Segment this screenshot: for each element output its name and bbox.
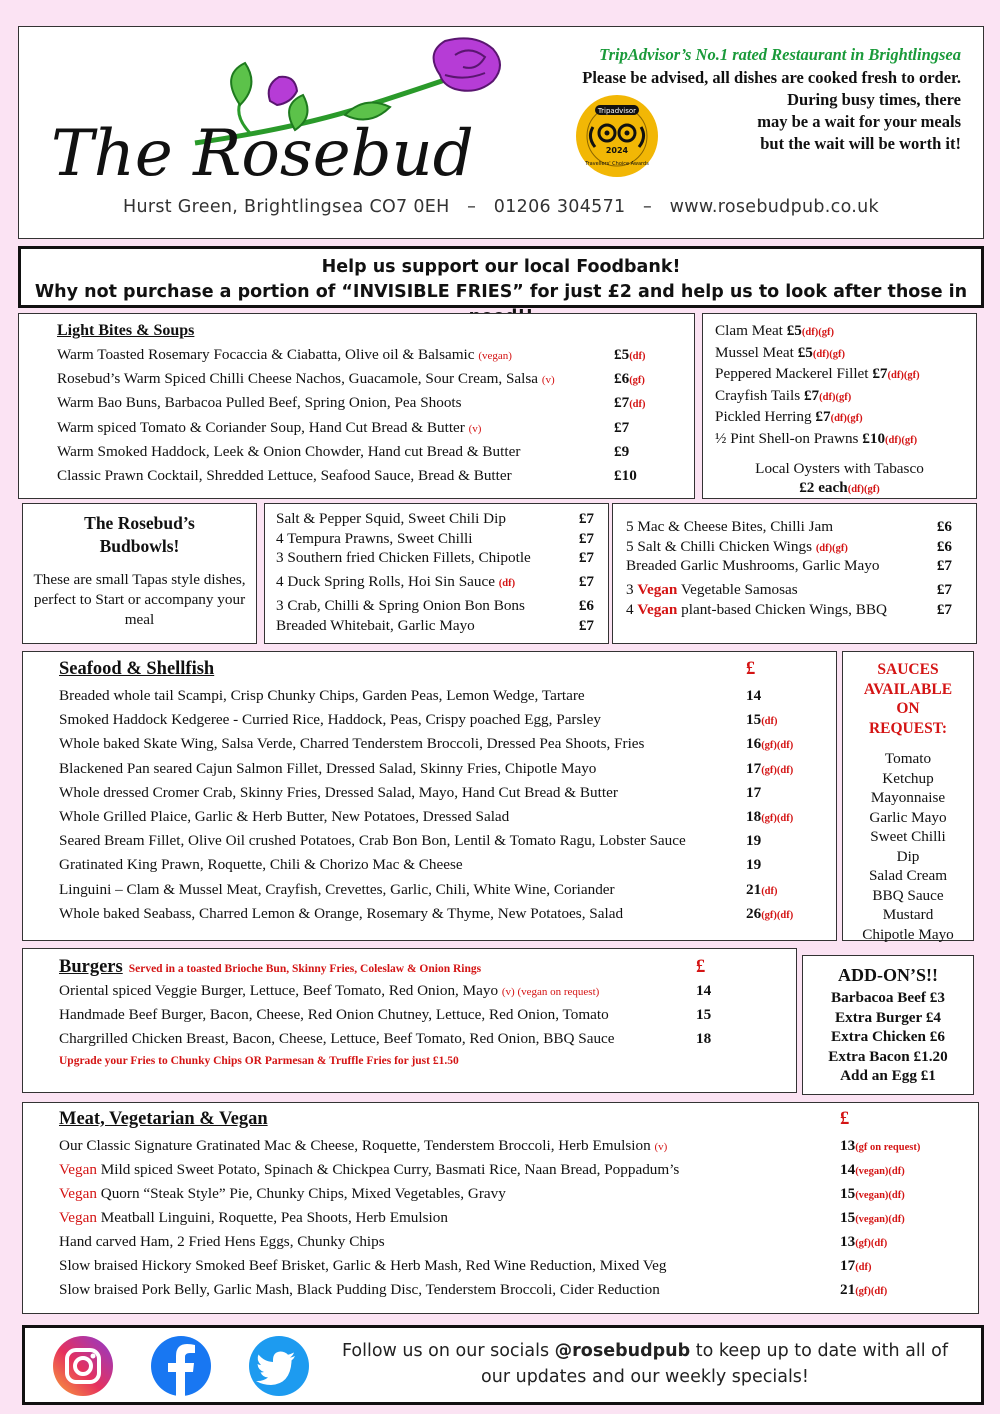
vegan-label: Vegan [59, 1161, 97, 1178]
section-header [59, 957, 776, 982]
menu-item [626, 538, 952, 558]
section-title: Light Bites & Soups [57, 322, 195, 339]
item-name: Pickled Herring [715, 408, 816, 426]
item-name: Handmade Beef Burger, Bacon, Cheese, Red Onion Chutney, Lettuce, Red Onion, Tomato [59, 1006, 609, 1023]
shellfish-pots-section [702, 313, 977, 499]
currency-symbol: £ [696, 957, 706, 977]
meat-vegetarian-vegan-section [22, 1102, 979, 1314]
sauce-item: Mustard [882, 906, 934, 923]
item-tags: (df) [855, 1262, 872, 1273]
item-name: Chargrilled Chicken Breast, Bacon, Cheese, Lettuce, Beef Tomato, Red Onion, BBQ Sauce [59, 1030, 615, 1047]
item-tags: (df) [761, 885, 778, 897]
sauce-item: Garlic Mayo [869, 808, 947, 826]
item-note: (v) [541, 374, 555, 387]
item-tags: (df) [498, 578, 516, 589]
item-name: 4 Tempura Prawns, Sweet Chilli [276, 529, 473, 547]
menu-item [59, 735, 816, 759]
oysters-price: £2 each [799, 479, 848, 497]
menu-item [276, 573, 594, 597]
menu-item [626, 518, 952, 538]
item-note: (v) (vegan on request) [501, 986, 600, 998]
oysters-name: Local Oysters with Tabasco [755, 459, 924, 477]
currency-symbol: £ [746, 659, 756, 679]
item-price: 13 [840, 1137, 856, 1154]
item-tags: (df)(gf) [830, 413, 863, 425]
item-prefix: 4 [626, 601, 638, 618]
light-bites-section [18, 313, 695, 499]
seafood-section [22, 651, 837, 941]
item-note: (vegan) [478, 350, 512, 362]
item-name: ½ Pint Shell-on Prawns [715, 429, 863, 447]
item-price: £6 [614, 370, 630, 388]
item-price: 15 [746, 711, 762, 729]
section-subtitle: Served in a toasted Brioche Bun, Skinny Fries, Coleslaw & Onion Rings [128, 963, 482, 975]
follow-suffix: to keep up to date with all of [690, 1341, 949, 1361]
menu-item [715, 407, 976, 429]
item-price: £5 [614, 346, 630, 363]
item-price: 26 [746, 904, 762, 922]
foodbank-line: Why not purchase a portion of “INVISIBLE FRIES” for just £2 and help us to look after those in [34, 282, 968, 302]
addons-section [802, 955, 974, 1095]
address-line: Hurst Green, Brightlingsea CO7 0EH – 01206 304571 – www.rosebudpub.co.uk [123, 197, 879, 217]
item-name: Whole Grilled Plaice, Garlic & Herb Butter, New Potatoes, Dressed Salad [59, 807, 510, 825]
item-price: 19 [746, 856, 762, 874]
item-price: £6 [578, 597, 594, 614]
menu-item [57, 346, 674, 370]
item-name: Oriental spiced Veggie Burger, Lettuce, Beef Tomato, Red Onion, Mayo [59, 982, 502, 999]
item-name: 5 Mac & Cheese Bites, Chilli Jam [626, 518, 834, 535]
rosebud-logo [45, 35, 565, 197]
item-price: 15 [840, 1185, 856, 1202]
menu-item [626, 601, 952, 621]
item-price: 15 [840, 1209, 856, 1226]
foodbank-line: Help us support our local Foodbank! [321, 257, 681, 277]
menu-item [59, 808, 816, 832]
budbowls-intro [22, 503, 257, 644]
item-price: 18 [746, 807, 762, 825]
item-price: 14 [696, 982, 712, 999]
notice-line: may be a wait for your meals [757, 112, 961, 131]
tagline: TripAdvisor’s No.1 rated Restaurant in Brightlingsea [599, 45, 961, 64]
budbowls-description: These are small Tapas style dishes, perfect to Start or accompany your meal [33, 571, 246, 628]
item-price: £7 [578, 529, 594, 547]
item-tags: (df) [629, 399, 646, 411]
menu-item [276, 549, 594, 573]
section-title: Burgers [59, 957, 123, 977]
logo-text: The Rosebud [51, 117, 474, 191]
item-tags: (gf)(df) [761, 909, 794, 921]
section-title: Seafood & Shellfish [59, 659, 215, 679]
budbowls-title [23, 512, 256, 558]
vegan-label: Vegan [637, 581, 678, 598]
item-price: £10 [862, 429, 886, 447]
item-price: 17 [746, 783, 762, 801]
addon-item: Extra Burger £4 [834, 1008, 942, 1026]
sauce-item: Tomato [884, 750, 932, 767]
menu-item [59, 784, 816, 808]
item-name: Rosebud’s Warm Spiced Chilli Cheese Nachos, Guacamole, Sour Cream, Salsa [57, 370, 542, 388]
item-tags: (vegan)(df) [855, 1190, 905, 1201]
burgers-section [22, 948, 797, 1093]
item-note: (v) [468, 422, 482, 435]
item-price: 15 [696, 1006, 712, 1023]
menu-item [276, 510, 594, 530]
svg-text:2024: 2024 [605, 146, 629, 155]
menu-item [715, 343, 976, 365]
item-name: Blackened Pan seared Cajun Salmon Fillet, Dressed Salad, Skinny Fries, Chipotle Mayo [59, 759, 597, 777]
menu-item [59, 1030, 776, 1054]
svg-text:Tripadvisor: Tripadvisor [597, 107, 637, 115]
sauce-item: Ketchup [882, 769, 934, 787]
sauces-title-line: ON [896, 700, 920, 717]
item-name: Gratinated King Prawn, Roquette, Chili & Chorizo Mac & Cheese [59, 856, 463, 874]
item-tags: (gf)(df) [761, 812, 794, 824]
item-price: £7 [936, 601, 952, 618]
menu-item [59, 905, 816, 929]
oysters-tags: (df)(gf) [847, 484, 880, 496]
menu-item [59, 1161, 958, 1185]
section-header [59, 1109, 958, 1137]
menu-item [59, 1006, 776, 1030]
item-price: £9 [614, 442, 630, 460]
sauces-title-line: REQUEST: [868, 719, 948, 737]
item-price: 21 [746, 880, 762, 898]
addon-item: Extra Chicken £6 [831, 1028, 945, 1045]
menu-item [626, 581, 952, 601]
instagram-icon[interactable] [47, 1334, 119, 1398]
sauce-item: Dip [896, 847, 920, 865]
item-tags: (df) [629, 351, 646, 362]
menu-item [59, 1233, 958, 1257]
item-name: Mussel Meat [715, 343, 798, 361]
section-title: Meat, Vegetarian & Vegan [59, 1109, 268, 1129]
vegan-label: Vegan [59, 1185, 97, 1202]
budbowls-list-right [612, 503, 977, 644]
item-name: Hand carved Ham, 2 Fried Hens Eggs, Chunky Chips [59, 1233, 385, 1250]
facebook-icon[interactable] [145, 1334, 217, 1398]
item-name: Breaded whole tail Scampi, Crisp Chunky Chips, Garden Peas, Lemon Wedge, Tartare [59, 687, 585, 704]
item-name: Warm Smoked Haddock, Leek & Onion Chowder, Hand cut Bread & Butter [57, 442, 521, 460]
item-price: £7 [614, 418, 630, 436]
section-header [59, 659, 816, 687]
item-name: Breaded Whitebait, Garlic Mayo [276, 617, 475, 634]
sauce-item: Mayonnaise [870, 789, 946, 806]
item-price: £10 [614, 466, 637, 484]
menu-item [57, 467, 674, 491]
menu-item [59, 1281, 958, 1305]
follow-text [325, 1338, 965, 1390]
sauce-item: Sweet Chilli [870, 828, 946, 845]
item-price: £7 [578, 549, 594, 566]
sauces-section [842, 651, 974, 941]
item-name: 4 Duck Spring Rolls, Hoi Sin Sauce [276, 573, 499, 590]
item-price: £7 [936, 581, 952, 598]
header [18, 26, 984, 239]
budbowls-title-line: Budbowls! [99, 536, 180, 556]
menu-item [57, 370, 674, 394]
sauce-item: BBQ Sauce [872, 886, 944, 904]
menu-item [715, 429, 976, 451]
item-name: Linguini – Clam & Mussel Meat, Crayfish, Crevettes, Garlic, Chili, White Wine, Coriander [59, 880, 615, 898]
addon-item: Barbacoa Beef £3 [831, 989, 945, 1006]
item-tags: (df)(gf) [801, 327, 834, 338]
item-price: £7 [578, 573, 594, 590]
menu-item [59, 760, 816, 784]
menu-item [57, 394, 674, 418]
menu-item [59, 1209, 958, 1233]
addon-item: Extra Bacon £1.20 [828, 1047, 948, 1065]
item-name: Our Classic Signature Gratinated Mac & Cheese, Roquette, Tenderstem Broccoli, Herb Emulsion [59, 1137, 655, 1154]
item-name: Mild spiced Sweet Potato, Spinach & Chickpea Curry, Basmati Rice, Naan Bread, Poppadum’s [96, 1161, 680, 1178]
item-name: Crayfish Tails [715, 386, 804, 404]
item-price: £7 [872, 365, 888, 383]
item-price: 16 [746, 735, 762, 753]
item-name: Clam Meat [715, 322, 787, 339]
item-price: 19 [746, 832, 762, 850]
fries-upgrade-note: Upgrade your Fries to Chunky Chips OR Parmesan & Truffle Fries for just £1.50 [59, 1055, 459, 1067]
item-tags: (gf) [629, 375, 645, 387]
item-tags: (df)(gf) [815, 542, 848, 554]
item-tags: (df)(gf) [812, 348, 845, 360]
item-tags: (df)(gf) [819, 391, 852, 403]
menu-item [715, 364, 976, 386]
item-price: 14 [840, 1161, 856, 1178]
item-tags: (vegan)(df) [855, 1214, 905, 1225]
follow-prefix: Follow us on our socials [341, 1341, 555, 1361]
menu-item [59, 687, 816, 711]
menu-item [715, 321, 976, 343]
addon-item: Add an Egg £1 [840, 1067, 936, 1084]
foodbank-banner [18, 246, 984, 308]
item-price: 21 [840, 1281, 856, 1298]
notice-line: Please be advised, all dishes are cooked fresh to order. [582, 68, 961, 87]
notice-line: During busy times, there [787, 90, 961, 109]
item-price: 13 [840, 1233, 856, 1250]
item-price: £7 [578, 617, 594, 634]
item-tags: (df) [761, 716, 778, 728]
item-price: £7 [936, 557, 952, 574]
item-name: Smoked Haddock Kedgeree - Curried Rice, Haddock, Peas, Crispy poached Egg, Parsley [59, 711, 601, 729]
item-price: 17 [840, 1257, 856, 1274]
item-price: 17 [746, 759, 762, 777]
item-prefix: 3 [626, 581, 638, 598]
item-name: Quorn “Steak Style” Pie, Chunky Chips, Mixed Vegetables, Gravy [96, 1185, 506, 1202]
item-tags: (vegan)(df) [855, 1166, 905, 1177]
item-name: Peppered Mackerel Fillet [715, 365, 873, 383]
item-note: (v) [654, 1141, 668, 1153]
item-name: Warm spiced Tomato & Coriander Soup, Hand Cut Bread & Butter [57, 418, 469, 436]
item-price: 14 [746, 687, 762, 704]
item-name: Breaded Garlic Mushrooms, Garlic Mayo [626, 557, 880, 574]
item-price: 18 [696, 1030, 712, 1047]
item-tags: (df)(gf) [885, 434, 918, 446]
item-price: £6 [936, 537, 952, 555]
item-name: Warm Bao Buns, Barbacoa Pulled Beef, Spring Onion, Pea Shoots [57, 394, 462, 412]
addons-title: ADD-ON’S!! [838, 965, 938, 985]
item-name: Warm Toasted Rosemary Focaccia & Ciabatta, Olive oil & Balsamic [57, 346, 479, 363]
menu-item [59, 711, 816, 735]
item-name: Whole dressed Cromer Crab, Skinny Fries, Dressed Salad, Mayo, Hand Cut Bread & Butter [59, 783, 618, 801]
sauces-title [843, 660, 973, 738]
item-tags: (df)(gf) [887, 370, 920, 382]
vegan-label: Vegan [637, 601, 678, 618]
sauces-title-line: AVAILABLE [863, 680, 953, 698]
item-name: 3 Southern fried Chicken Fillets, Chipotle [276, 549, 531, 566]
menu-item [276, 597, 594, 617]
menu-item [276, 617, 594, 637]
item-price: £7 [614, 394, 630, 412]
item-price: £7 [803, 386, 820, 404]
svg-text:Travellers' Choice Awards: Travellers' Choice Awards [585, 161, 649, 167]
item-name: Seared Bream Fillet, Olive Oil crushed Potatoes, Crab Bon Bon, Lentil & Tomato Ragu, Lobster Sauce [59, 832, 686, 850]
item-name: Whole baked Seabass, Charred Lemon & Orange, Rosemary & Thyme, New Potatoes, Salad [59, 904, 624, 922]
cooking-notice [521, 67, 961, 155]
menu-item [59, 856, 816, 880]
item-price: £7 [815, 408, 831, 426]
menu-item [59, 1257, 958, 1281]
socials-footer [22, 1325, 984, 1405]
budbowls-title-line: The Rosebud’s [84, 513, 195, 533]
menu-item [59, 1137, 958, 1161]
item-name: Slow braised Pork Belly, Garlic Mash, Black Pudding Disc, Tenderstem Broccoli, Cider Reduction [59, 1281, 660, 1298]
item-price: £6 [936, 518, 952, 535]
notice-line: but the wait will be worth it! [760, 134, 961, 153]
item-price: £5 [797, 343, 813, 361]
menu-item [276, 530, 594, 550]
currency-symbol: £ [840, 1109, 850, 1129]
item-name: 5 Salt & Chilli Chicken Wings [626, 537, 816, 555]
budbowls-list-left [264, 503, 609, 644]
item-tags: (gf)(df) [855, 1286, 888, 1297]
item-tags: (gf)(df) [855, 1238, 888, 1249]
menu-item [59, 832, 816, 856]
menu-item [57, 419, 674, 443]
menu-item [57, 443, 674, 467]
item-name: plant-based Chicken Wings, BBQ [677, 601, 887, 618]
item-name: 3 Crab, Chilli & Spring Onion Bon Bons [276, 597, 525, 614]
menu-item [59, 881, 816, 905]
item-name: Meatball Linguini, Roquette, Pea Shoots, Herb Emulsion [96, 1209, 448, 1226]
item-price: £7 [578, 510, 594, 527]
item-tags: (gf)(df) [761, 764, 794, 776]
item-name: Salt & Pepper Squid, Sweet Chili Dip [276, 510, 506, 527]
menu-item [59, 1185, 958, 1209]
twitter-icon[interactable] [243, 1334, 315, 1398]
sauce-item: Salad Cream [868, 867, 948, 884]
vegan-label: Vegan [59, 1209, 97, 1226]
item-name: Slow braised Hickory Smoked Beef Brisket, Garlic & Herb Mash, Red Wine Reduction, Mixed Veg [59, 1257, 667, 1274]
sauce-item: Chipotle Mayo [862, 925, 954, 943]
item-tags: (gf)(df) [761, 740, 794, 752]
menu-item [715, 386, 976, 408]
sauces-title-line: SAUCES [877, 661, 939, 678]
menu-item [626, 557, 952, 581]
social-handle[interactable]: @rosebudpub [554, 1341, 691, 1361]
item-name: Vegetable Samosas [677, 581, 798, 598]
follow-line2: our updates and our weekly specials! [481, 1367, 809, 1387]
item-tags: (gf on request) [855, 1142, 921, 1153]
item-name: Whole baked Skate Wing, Salsa Verde, Charred Tenderstem Broccoli, Dressed Pea Shoots, Fries [59, 735, 645, 753]
oysters-item [715, 459, 976, 500]
item-name: Classic Prawn Cocktail, Shredded Lettuce, Seafood Sauce, Bread & Butter [57, 466, 512, 484]
item-price: £5 [786, 322, 802, 339]
menu-item [59, 982, 776, 1006]
